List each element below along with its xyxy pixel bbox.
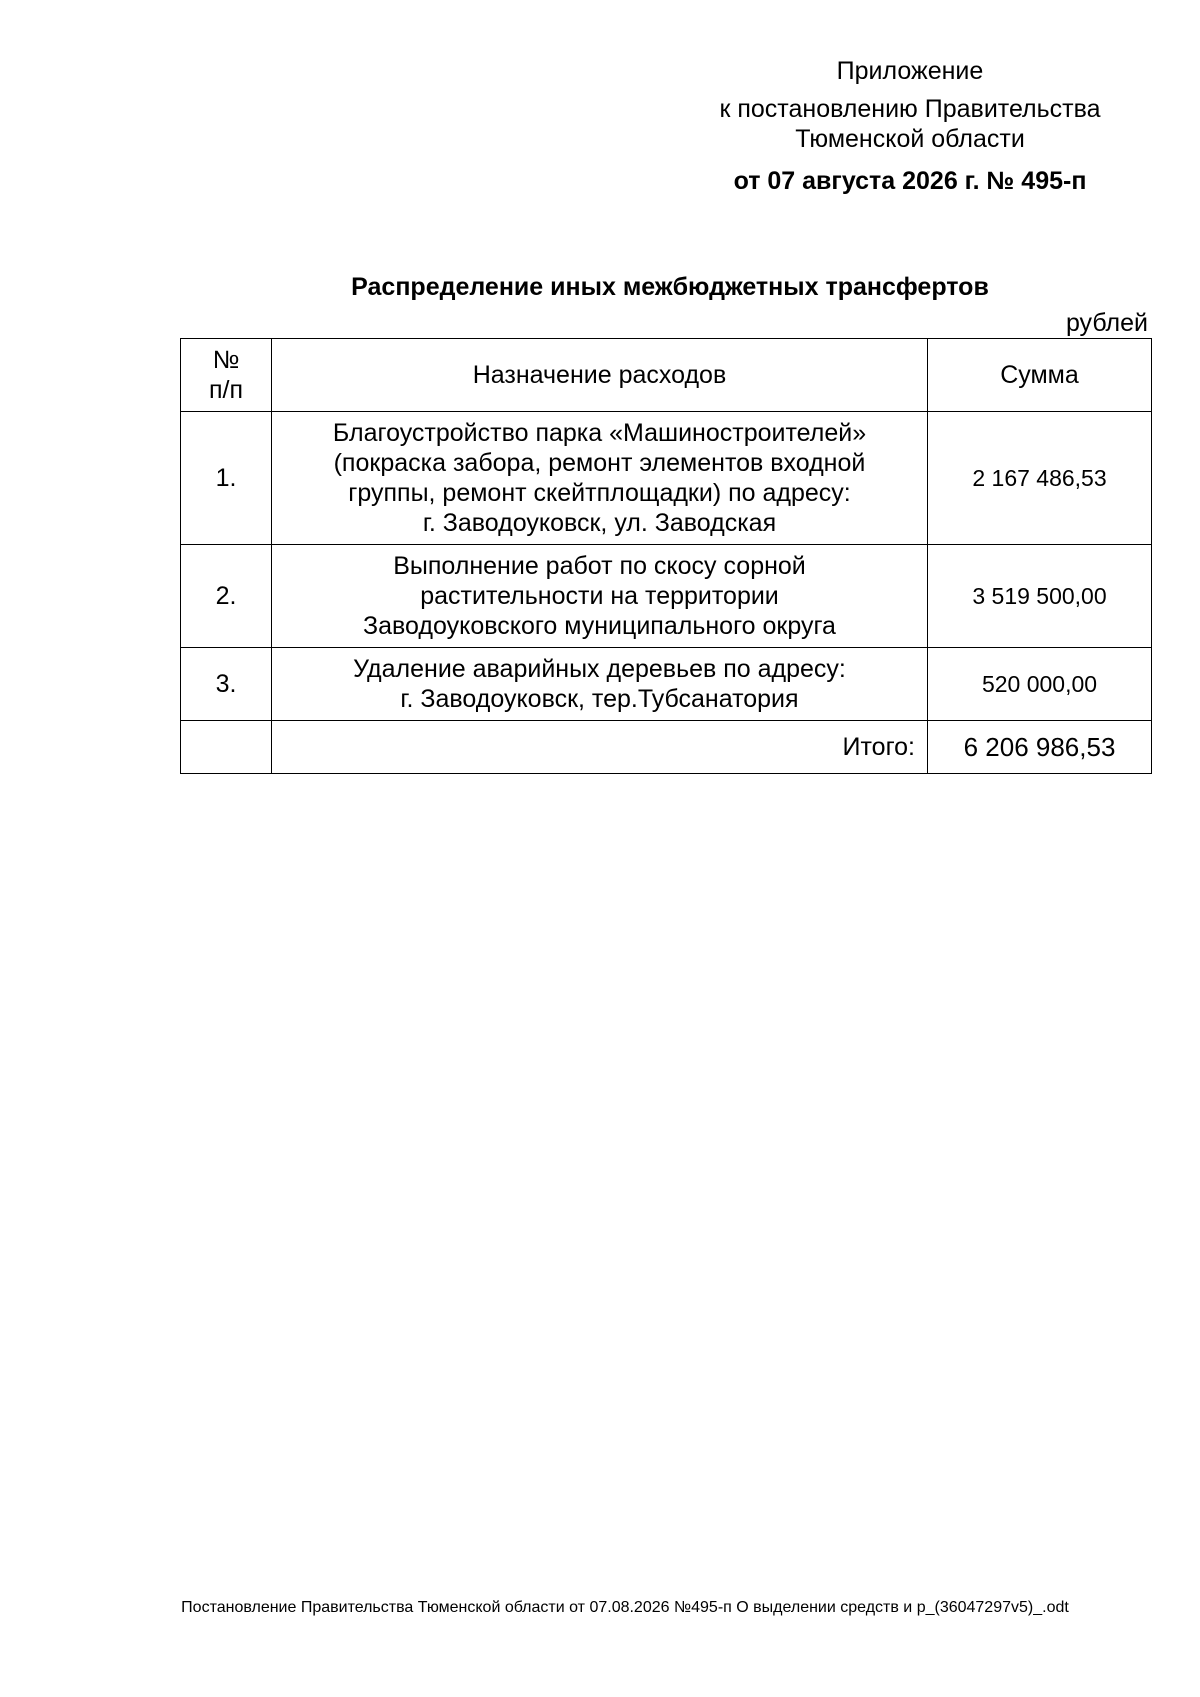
row-purpose [272, 648, 928, 721]
appendix-block [700, 56, 1120, 196]
total-number-empty [181, 721, 272, 774]
purpose-line: (покраска забора, ремонт элементов входной [333, 449, 866, 477]
header-sum: Сумма [928, 339, 1152, 412]
purpose-line: группы, ремонт скейтплощадки) по адресу: [348, 479, 851, 507]
header-number [181, 339, 272, 412]
header-number-line-1: № [212, 346, 240, 374]
appendix-line-2: Тюменской области [795, 125, 1025, 153]
row-purpose [272, 412, 928, 545]
total-row [181, 721, 1152, 774]
purpose-line: растительности на территории [420, 582, 779, 610]
total-value: 6 206 986,53 [928, 721, 1152, 774]
row-number: 1. [181, 412, 272, 545]
purpose-line: Выполнение работ по скосу сорной [393, 552, 806, 580]
row-number: 3. [181, 648, 272, 721]
row-sum: 2 167 486,53 [928, 412, 1152, 545]
purpose-line: г. Заводоуковск, ул. Заводская [422, 509, 777, 537]
appendix-title: Приложение [836, 57, 984, 85]
appendix-date: от 07 августа 2026 г. № 495-п [733, 167, 1087, 195]
footer-filename: Постановление Правительства Тюменской области от 07.08.2026 №495-п О выделении средств и р_(36047297v5)_.odt [181, 1599, 1069, 1616]
header-purpose: Назначение расходов [272, 339, 928, 412]
table-row [181, 545, 1152, 648]
total-label: Итого: [272, 721, 928, 774]
table-row [181, 412, 1152, 545]
row-sum: 520 000,00 [928, 648, 1152, 721]
appendix-line-1: к постановлению Правительства [719, 95, 1101, 123]
row-number: 2. [181, 545, 272, 648]
purpose-line: Заводоуковского муниципального округа [363, 612, 836, 640]
unit-label: рублей [1065, 309, 1148, 337]
table-row [181, 648, 1152, 721]
allocation-table [180, 338, 1152, 774]
table-header-row [181, 339, 1152, 412]
purpose-line: г. Заводоуковск, тер.Тубсанатория [400, 685, 799, 713]
purpose-line: Удаление аварийных деревьев по адресу: [353, 655, 846, 683]
row-purpose [272, 545, 928, 648]
purpose-line: Благоустройство парка «Машиностроителей» [332, 419, 867, 447]
row-sum: 3 519 500,00 [928, 545, 1152, 648]
header-number-line-2: п/п [208, 376, 244, 404]
document-title: Распределение иных межбюджетных трансфертов [351, 273, 989, 301]
